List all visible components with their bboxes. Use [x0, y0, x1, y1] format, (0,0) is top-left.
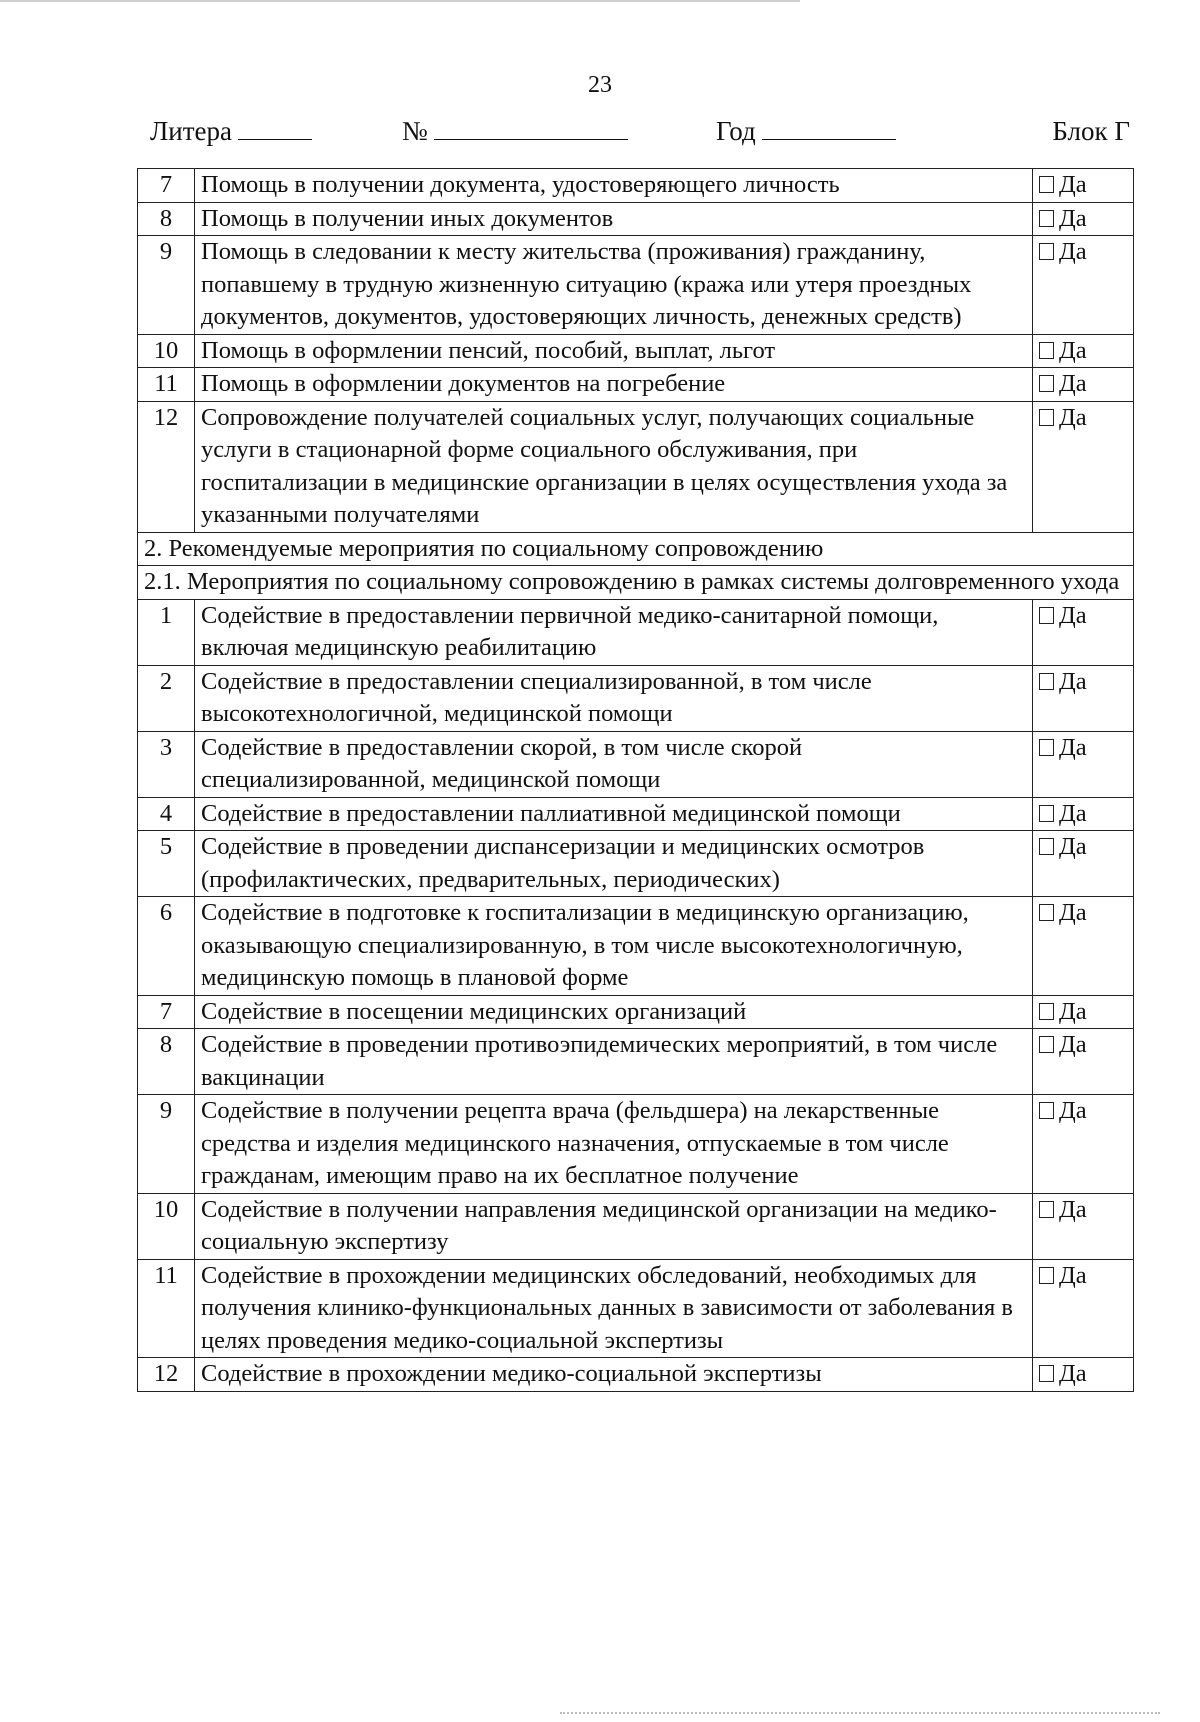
- checkbox-icon[interactable]: [1039, 1036, 1054, 1053]
- year-blank[interactable]: [762, 117, 896, 140]
- yes-checkbox-cell[interactable]: [1033, 1029, 1134, 1095]
- row-number: 6: [138, 897, 195, 996]
- row-text: Содействие в предоставлении первичной медико-санитарной помощи, включая медицинскую реабилитацию: [195, 599, 1033, 665]
- yes-checkbox-cell[interactable]: [1033, 995, 1134, 1029]
- row-number: 5: [138, 831, 195, 897]
- litera-label: Литера: [150, 116, 233, 146]
- yes-label: Да: [1059, 403, 1087, 431]
- table-row: [138, 731, 1134, 797]
- row-text: Помощь в следовании к месту жительства (проживания) гражданину, попавшему в трудную жизненную ситуацию (кража или утеря проездных документов, документов, удостоверяющих личность, денежных средств): [195, 236, 1033, 335]
- yes-label: Да: [1059, 238, 1087, 265]
- page-number: 23: [588, 72, 612, 98]
- table-row: [138, 401, 1134, 532]
- row-text: Помощь в получении документа, удостоверяющего личность: [195, 169, 1033, 203]
- yes-checkbox-cell[interactable]: [1033, 202, 1134, 236]
- row-number: 4: [138, 797, 195, 831]
- yes-checkbox-cell[interactable]: [1033, 1358, 1134, 1392]
- scan-edge-top: [0, 0, 800, 2]
- row-text: Содействие в проведении диспансеризации и медицинских осмотров (профилактических, предварительных, периодических): [195, 831, 1033, 897]
- yes-checkbox-cell[interactable]: [1033, 731, 1134, 797]
- table-row: [138, 897, 1134, 996]
- year-label: Год: [716, 116, 756, 146]
- measures-table-body: [138, 169, 1134, 1392]
- yes-checkbox-cell[interactable]: [1033, 831, 1134, 897]
- checkbox-icon[interactable]: [1039, 409, 1054, 426]
- form-header: [150, 116, 1130, 150]
- checkbox-icon[interactable]: [1039, 1102, 1054, 1119]
- yes-checkbox-cell[interactable]: [1033, 401, 1134, 532]
- checkbox-icon[interactable]: [1039, 1003, 1054, 1020]
- checkbox-icon[interactable]: [1039, 673, 1054, 690]
- row-number: 7: [138, 995, 195, 1029]
- yes-label: Да: [1059, 370, 1087, 397]
- row-text: Содействие в посещении медицинских организаций: [195, 995, 1033, 1029]
- checkbox-icon[interactable]: [1039, 342, 1054, 359]
- row-text: Сопровождение получателей социальных услуг, получающих социальные услуги в стационарной форме социального обслуживания, при госпитализации в медицинские организации в целях осуществления ухода за указанными получателями: [195, 401, 1033, 532]
- table-row: [138, 1259, 1134, 1358]
- yes-checkbox-cell[interactable]: [1033, 169, 1134, 203]
- table-row: [138, 1193, 1134, 1259]
- row-number: 7: [138, 169, 195, 203]
- number-blank[interactable]: [434, 117, 628, 140]
- yes-checkbox-cell[interactable]: [1033, 797, 1134, 831]
- yes-checkbox-cell[interactable]: [1033, 1095, 1134, 1194]
- row-text: Содействие в проведении противоэпидемических мероприятий, в том числе вакцинации: [195, 1029, 1033, 1095]
- yes-label: Да: [1059, 1360, 1087, 1387]
- yes-label: Да: [1059, 733, 1087, 761]
- yes-label: Да: [1059, 204, 1087, 232]
- row-number: 12: [138, 401, 195, 532]
- table-row: [138, 368, 1134, 402]
- row-number: 2: [138, 665, 195, 731]
- scan-edge-bottom: [560, 1712, 1160, 1714]
- yes-checkbox-cell[interactable]: [1033, 897, 1134, 996]
- row-number: 8: [138, 202, 195, 236]
- measures-table: [137, 168, 1134, 1392]
- checkbox-icon[interactable]: [1039, 176, 1054, 193]
- checkbox-icon[interactable]: [1039, 210, 1054, 227]
- row-number: 8: [138, 1029, 195, 1095]
- yes-label: Да: [1059, 601, 1087, 629]
- litera-blank[interactable]: [238, 117, 312, 140]
- yes-label: Да: [1059, 336, 1087, 364]
- yes-label: Да: [1059, 833, 1087, 860]
- row-number: 12: [138, 1358, 195, 1392]
- row-number: 3: [138, 731, 195, 797]
- yes-checkbox-cell[interactable]: [1033, 368, 1134, 402]
- yes-checkbox-cell[interactable]: [1033, 665, 1134, 731]
- yes-checkbox-cell[interactable]: [1033, 236, 1134, 335]
- checkbox-icon[interactable]: [1039, 739, 1054, 756]
- section-row: [138, 566, 1134, 600]
- row-text: Содействие в получении рецепта врача (фельдшера) на лекарственные средства и изделия медицинского назначения, отпускаемые в том числе гражданам, имеющим право на их бесплатное получение: [195, 1095, 1033, 1194]
- yes-label: Да: [1059, 1031, 1087, 1058]
- number-field: [402, 116, 628, 147]
- yes-checkbox-cell[interactable]: [1033, 1193, 1134, 1259]
- row-number: 9: [138, 236, 195, 335]
- row-text: Содействие в подготовке к госпитализации в медицинскую организацию, оказывающую специализированную, в том числе высокотехнологичную, медицинскую помощь в плановой форме: [195, 897, 1033, 996]
- yes-checkbox-cell[interactable]: [1033, 334, 1134, 368]
- yes-label: Да: [1059, 1261, 1087, 1289]
- section-heading: 2.1. Мероприятия по социальному сопровождению в рамках системы долговременного ухода: [138, 566, 1134, 600]
- row-text: Содействие в прохождении медицинских обследований, необходимых для получения клинико-функциональных данных в зависимости от заболевания в целях проведения медико-социальной экспертизы: [195, 1259, 1033, 1358]
- yes-label: Да: [1059, 667, 1087, 695]
- row-text: Помощь в оформлении пенсий, пособий, выплат, льгот: [195, 334, 1033, 368]
- row-number: 10: [138, 1193, 195, 1259]
- section-row: [138, 532, 1134, 566]
- yes-label: Да: [1059, 171, 1087, 198]
- yes-checkbox-cell[interactable]: [1033, 599, 1134, 665]
- checkbox-icon[interactable]: [1039, 607, 1054, 624]
- row-number: 1: [138, 599, 195, 665]
- table-row: [138, 169, 1134, 203]
- litera-field: [150, 116, 312, 147]
- table-row: [138, 1358, 1134, 1392]
- table-row: [138, 1095, 1134, 1194]
- yes-label: Да: [1059, 799, 1087, 827]
- table-row: [138, 202, 1134, 236]
- table-row: [138, 334, 1134, 368]
- checkbox-icon[interactable]: [1039, 1267, 1054, 1284]
- row-number: 9: [138, 1095, 195, 1194]
- row-text: Содействие в прохождении медико-социальной экспертизы: [195, 1358, 1033, 1392]
- checkbox-icon[interactable]: [1039, 805, 1054, 822]
- checkbox-icon[interactable]: [1039, 1201, 1054, 1218]
- table-row: [138, 665, 1134, 731]
- table-row: [138, 797, 1134, 831]
- yes-label: Да: [1059, 1097, 1087, 1124]
- row-text: Содействие в предоставлении скорой, в том числе скорой специализированной, медицинской помощи: [195, 731, 1033, 797]
- checkbox-icon[interactable]: [1039, 243, 1054, 260]
- row-text: Содействие в получении направления медицинской организации на медико-социальную экспертизу: [195, 1193, 1033, 1259]
- checkbox-icon[interactable]: [1039, 1365, 1054, 1382]
- row-text: Содействие в предоставлении специализированной, в том числе высокотехнологичной, медицинской помощи: [195, 665, 1033, 731]
- table-row: [138, 236, 1134, 335]
- yes-label: Да: [1059, 899, 1087, 926]
- year-field: [716, 116, 896, 147]
- row-number: 10: [138, 334, 195, 368]
- checkbox-icon[interactable]: [1039, 375, 1054, 392]
- section-heading: 2. Рекомендуемые мероприятия по социальному сопровождению: [138, 532, 1134, 566]
- yes-label: Да: [1059, 1195, 1087, 1223]
- block-label: Блок Г: [1052, 116, 1130, 146]
- checkbox-icon[interactable]: [1039, 838, 1054, 855]
- number-label: №: [402, 116, 428, 146]
- row-text: Содействие в предоставлении паллиативной медицинской помощи: [195, 797, 1033, 831]
- row-number: 11: [138, 1259, 195, 1358]
- table-row: [138, 831, 1134, 897]
- checkbox-icon[interactable]: [1039, 904, 1054, 921]
- row-text: Помощь в получении иных документов: [195, 202, 1033, 236]
- table-row: [138, 1029, 1134, 1095]
- table-row: [138, 995, 1134, 1029]
- table-row: [138, 599, 1134, 665]
- row-number: 11: [138, 368, 195, 402]
- row-text: Помощь в оформлении документов на погребение: [195, 368, 1033, 402]
- yes-label: Да: [1059, 997, 1087, 1025]
- yes-checkbox-cell[interactable]: [1033, 1259, 1134, 1358]
